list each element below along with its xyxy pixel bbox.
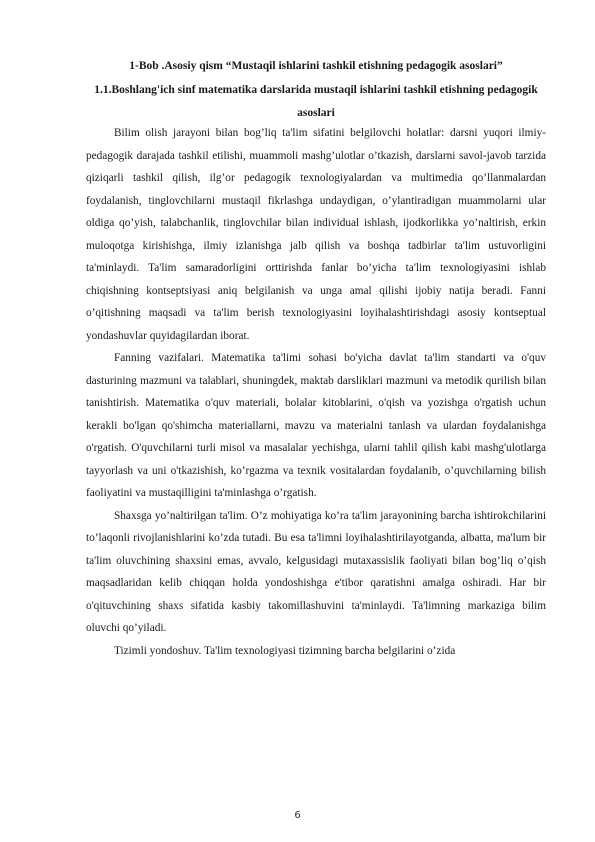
body-text — [86, 122, 546, 662]
paragraph: Fanning vazifalari. Matematika ta'limi sohasi bo'yicha davlat ta'lim standarti va o'quv dasturining mazmuni va talablari, shuningdek, maktab darsliklari mazmuni va metodik qurilish bilan tanishtirish. Matematika o'quv materiali, bolalar kitoblarini, o'qish va yozishga o'rgatish uchun kerakli bo'lgan qo'shimcha materiallarni, mavzu va materialni tanlash va ulardan foydalanishga o'rgatish. O'quvchilarni turli misol va masalalar yechishga, ularni tahlil qilish kabi mashg'ulotlarga tayyorlash va uni o'tkazishish, ko’rgazma va texnik vositalardan foydalanib, o’quvchilarning bilish faoliyatini va mustaqilligini ta'minlashga o’rgatish. — [86, 352, 546, 499]
paragraph: Tizimli yondoshuv. Ta'lim texnologiyasi tizimning barcha belgilarini o’zida — [114, 644, 456, 657]
section-heading: 1.1.Boshlang'ich sinf matematika darslarida mustaqil ishlarini tashkil etishning pedagogik asoslari — [94, 84, 538, 119]
page-number: 6 — [294, 810, 301, 821]
paragraph: Shaxsga yo’naltirilgan ta'lim. O’z mohiyatiga ko’ra ta'lim jarayonining barcha ishtirokchilarini to’laqonli rivojlanishlarini ko’zda tutadi. Bu esa ta'limni loyihalashtirilayotganda, albatta, ma'lum bir ta'lim oluvchining shaxsini emas, avvalo, kelgusidagi mutaxassislik faoliyati bilan bog’liq o’qish maqsadlaridan kelib chiqqan holda yondoshishga e'tibor qaratishni amalga oshiradi. Har bir o'qituvchining shaxs sifatida kasbiy takomillashuvini ta'minlaydi. Ta'limning markaziga bilim oluvchi qo’yiladi. — [86, 509, 546, 634]
paragraph: Bilim olish jarayoni bilan bog’liq ta'lim sifatini belgilovchi holatlar: darsni yuqori ilmiy-pedagogik darajada tashkil etilishi, muammoli mashg’ulotlar o’tkazish, darslarni savol-javob tarzida qiziqarli tashkil qilish, ilg’or pedagogik texnologiyalardan va multimedia qo’llanmalardan foydalanish, tinglovchilarni mustaqil fikrlashga undaydigan, o’ylantiradigan muammolarni ular oldiga qo’yish, talabchanlik, tinglovchilar bilan individual ishlash, ijodkorlikka yo’naltirish, erkin muloqotga kirishishga, ilmiy izlanishga jalb qilish va boshqa tadbirlar ta'lim ustuvorligini ta'minlaydi. Ta'lim samaradorligini orttirishda fanlar bo’yicha ta'lim texnologiyasini ishlab chiqishning kontseptsiyasi aniq belgilanish va unga amal qilishi ijobiy natija beradi. Fanni o’qitishning maqsadi va ta'lim berish texnologiyasini loyihalashtirishdagi asosiy kontseptual yondashuvlar quyidagilardan iborat. — [86, 127, 546, 342]
chapter-heading: 1-Bob .Asosiy qism “Mustaqil ishlarini tashkil etishning pedagogik asoslari” — [129, 60, 503, 72]
